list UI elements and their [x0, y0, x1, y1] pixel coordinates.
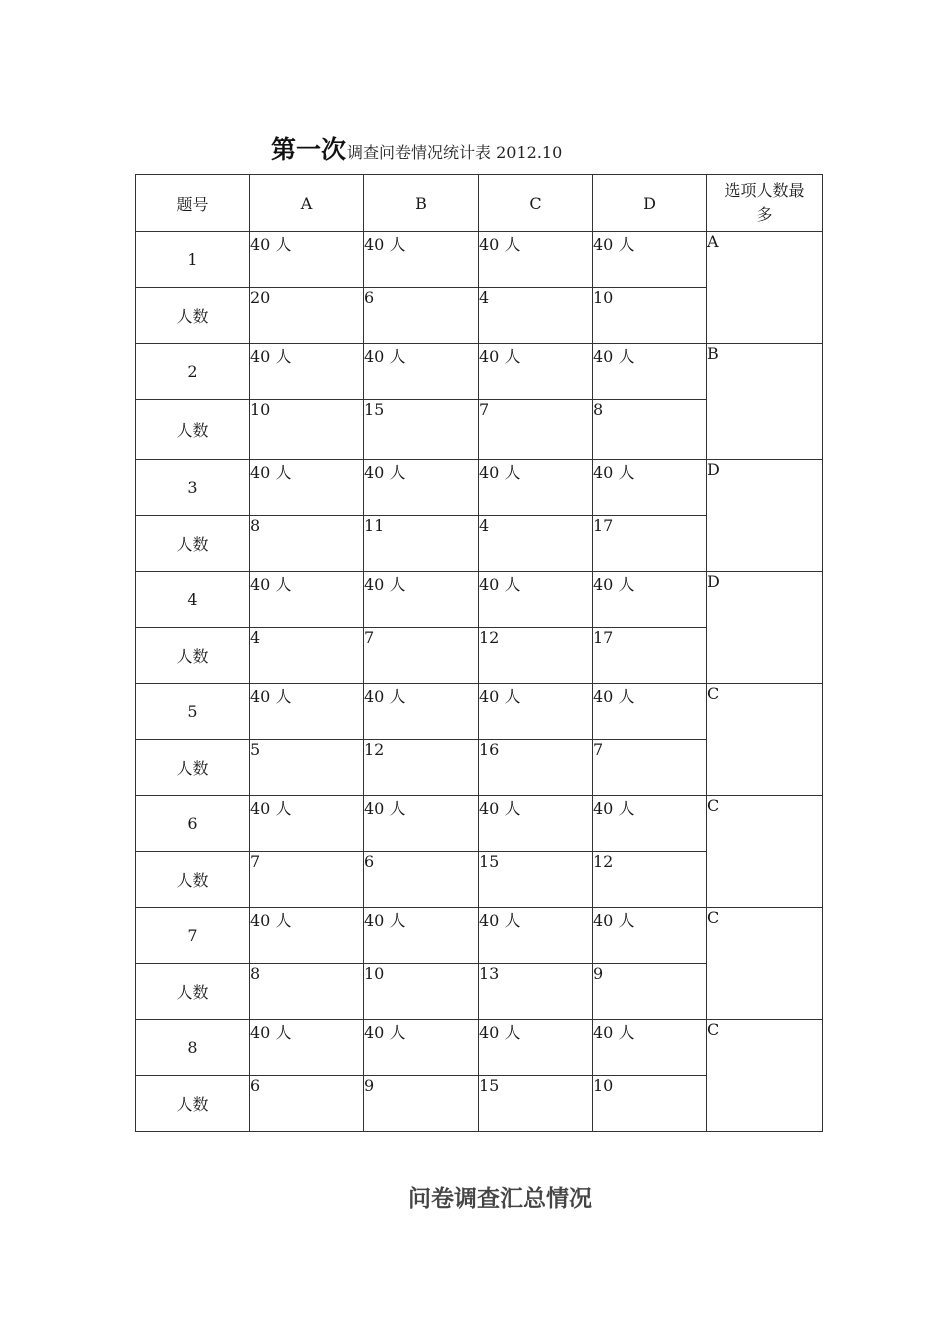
total-cell: 40 人 [593, 796, 707, 852]
question-number-cell: 5 [136, 684, 250, 740]
total-cell: 40 人 [479, 684, 593, 740]
most-chosen-cell: B [707, 344, 823, 460]
total-cell: 40 人 [250, 232, 364, 288]
title-rest: 调查问卷情况统计表 2012.10 [347, 143, 563, 162]
most-chosen-cell: C [707, 684, 823, 796]
total-cell: 40 人 [364, 908, 479, 964]
count-cell: 12 [364, 740, 479, 796]
table-row [136, 344, 823, 400]
header-most-chosen: 选项人数最多 [707, 175, 823, 232]
question-number-cell: 4 [136, 572, 250, 628]
total-cell: 40 人 [593, 1020, 707, 1076]
count-label-cell: 人数 [136, 288, 250, 344]
most-chosen-cell: C [707, 908, 823, 1020]
total-cell: 40 人 [479, 572, 593, 628]
table-header-row [136, 175, 823, 232]
total-cell: 40 人 [364, 1020, 479, 1076]
question-number-cell: 1 [136, 232, 250, 288]
most-chosen-cell: A [707, 232, 823, 344]
count-cell: 4 [479, 288, 593, 344]
count-cell: 9 [593, 964, 707, 1020]
most-chosen-cell: D [707, 572, 823, 684]
total-cell: 40 人 [479, 460, 593, 516]
header-option-b: B [364, 175, 479, 232]
count-cell: 15 [479, 852, 593, 908]
count-cell: 6 [364, 852, 479, 908]
count-cell: 20 [250, 288, 364, 344]
count-cell: 4 [250, 628, 364, 684]
survey-stats-table [135, 174, 823, 1132]
total-cell: 40 人 [250, 1020, 364, 1076]
count-cell: 7 [250, 852, 364, 908]
question-number-cell: 7 [136, 908, 250, 964]
summary-heading: 问卷调查汇总情况 [408, 1186, 592, 1212]
title-bold: 第一次 [271, 135, 347, 164]
header-option-c: C [479, 175, 593, 232]
count-cell: 10 [250, 400, 364, 460]
header-question-number: 题号 [136, 175, 250, 232]
count-cell: 12 [479, 628, 593, 684]
count-cell: 9 [364, 1076, 479, 1132]
question-number-cell: 8 [136, 1020, 250, 1076]
table-title [271, 130, 562, 166]
most-chosen-cell: D [707, 460, 823, 572]
total-cell: 40 人 [593, 908, 707, 964]
header-option-a: A [250, 175, 364, 232]
total-cell: 40 人 [593, 344, 707, 400]
count-label-cell: 人数 [136, 628, 250, 684]
table-row [136, 460, 823, 516]
total-cell: 40 人 [593, 684, 707, 740]
total-cell: 40 人 [479, 232, 593, 288]
total-cell: 40 人 [479, 796, 593, 852]
total-cell: 40 人 [250, 908, 364, 964]
count-cell: 6 [250, 1076, 364, 1132]
count-cell: 10 [364, 964, 479, 1020]
count-cell: 11 [364, 516, 479, 572]
count-cell: 10 [593, 288, 707, 344]
count-cell: 5 [250, 740, 364, 796]
total-cell: 40 人 [364, 460, 479, 516]
total-cell: 40 人 [250, 460, 364, 516]
count-cell: 15 [479, 1076, 593, 1132]
header-option-d: D [593, 175, 707, 232]
total-cell: 40 人 [593, 460, 707, 516]
count-label-cell: 人数 [136, 516, 250, 572]
question-number-cell: 2 [136, 344, 250, 400]
count-cell: 7 [479, 400, 593, 460]
count-cell: 8 [250, 964, 364, 1020]
total-cell: 40 人 [479, 344, 593, 400]
count-cell: 10 [593, 1076, 707, 1132]
count-cell: 7 [593, 740, 707, 796]
most-chosen-cell: C [707, 1020, 823, 1132]
total-cell: 40 人 [479, 908, 593, 964]
total-cell: 40 人 [593, 232, 707, 288]
count-cell: 8 [593, 400, 707, 460]
count-cell: 8 [250, 516, 364, 572]
table-row [136, 908, 823, 964]
table-row [136, 684, 823, 740]
total-cell: 40 人 [364, 796, 479, 852]
count-cell: 6 [364, 288, 479, 344]
table-row [136, 232, 823, 288]
count-cell: 7 [364, 628, 479, 684]
total-cell: 40 人 [593, 572, 707, 628]
count-label-cell: 人数 [136, 1076, 250, 1132]
total-cell: 40 人 [364, 232, 479, 288]
question-number-cell: 6 [136, 796, 250, 852]
total-cell: 40 人 [364, 344, 479, 400]
count-cell: 4 [479, 516, 593, 572]
total-cell: 40 人 [364, 572, 479, 628]
table-row [136, 796, 823, 852]
most-chosen-cell: C [707, 796, 823, 908]
count-label-cell: 人数 [136, 964, 250, 1020]
total-cell: 40 人 [250, 572, 364, 628]
question-number-cell: 3 [136, 460, 250, 516]
table-row [136, 572, 823, 628]
count-cell: 16 [479, 740, 593, 796]
count-cell: 13 [479, 964, 593, 1020]
total-cell: 40 人 [479, 1020, 593, 1076]
count-cell: 17 [593, 628, 707, 684]
total-cell: 40 人 [364, 684, 479, 740]
count-label-cell: 人数 [136, 852, 250, 908]
count-label-cell: 人数 [136, 400, 250, 460]
count-cell: 17 [593, 516, 707, 572]
count-cell: 12 [593, 852, 707, 908]
total-cell: 40 人 [250, 344, 364, 400]
total-cell: 40 人 [250, 796, 364, 852]
table-row [136, 1020, 823, 1076]
count-label-cell: 人数 [136, 740, 250, 796]
total-cell: 40 人 [250, 684, 364, 740]
count-cell: 15 [364, 400, 479, 460]
